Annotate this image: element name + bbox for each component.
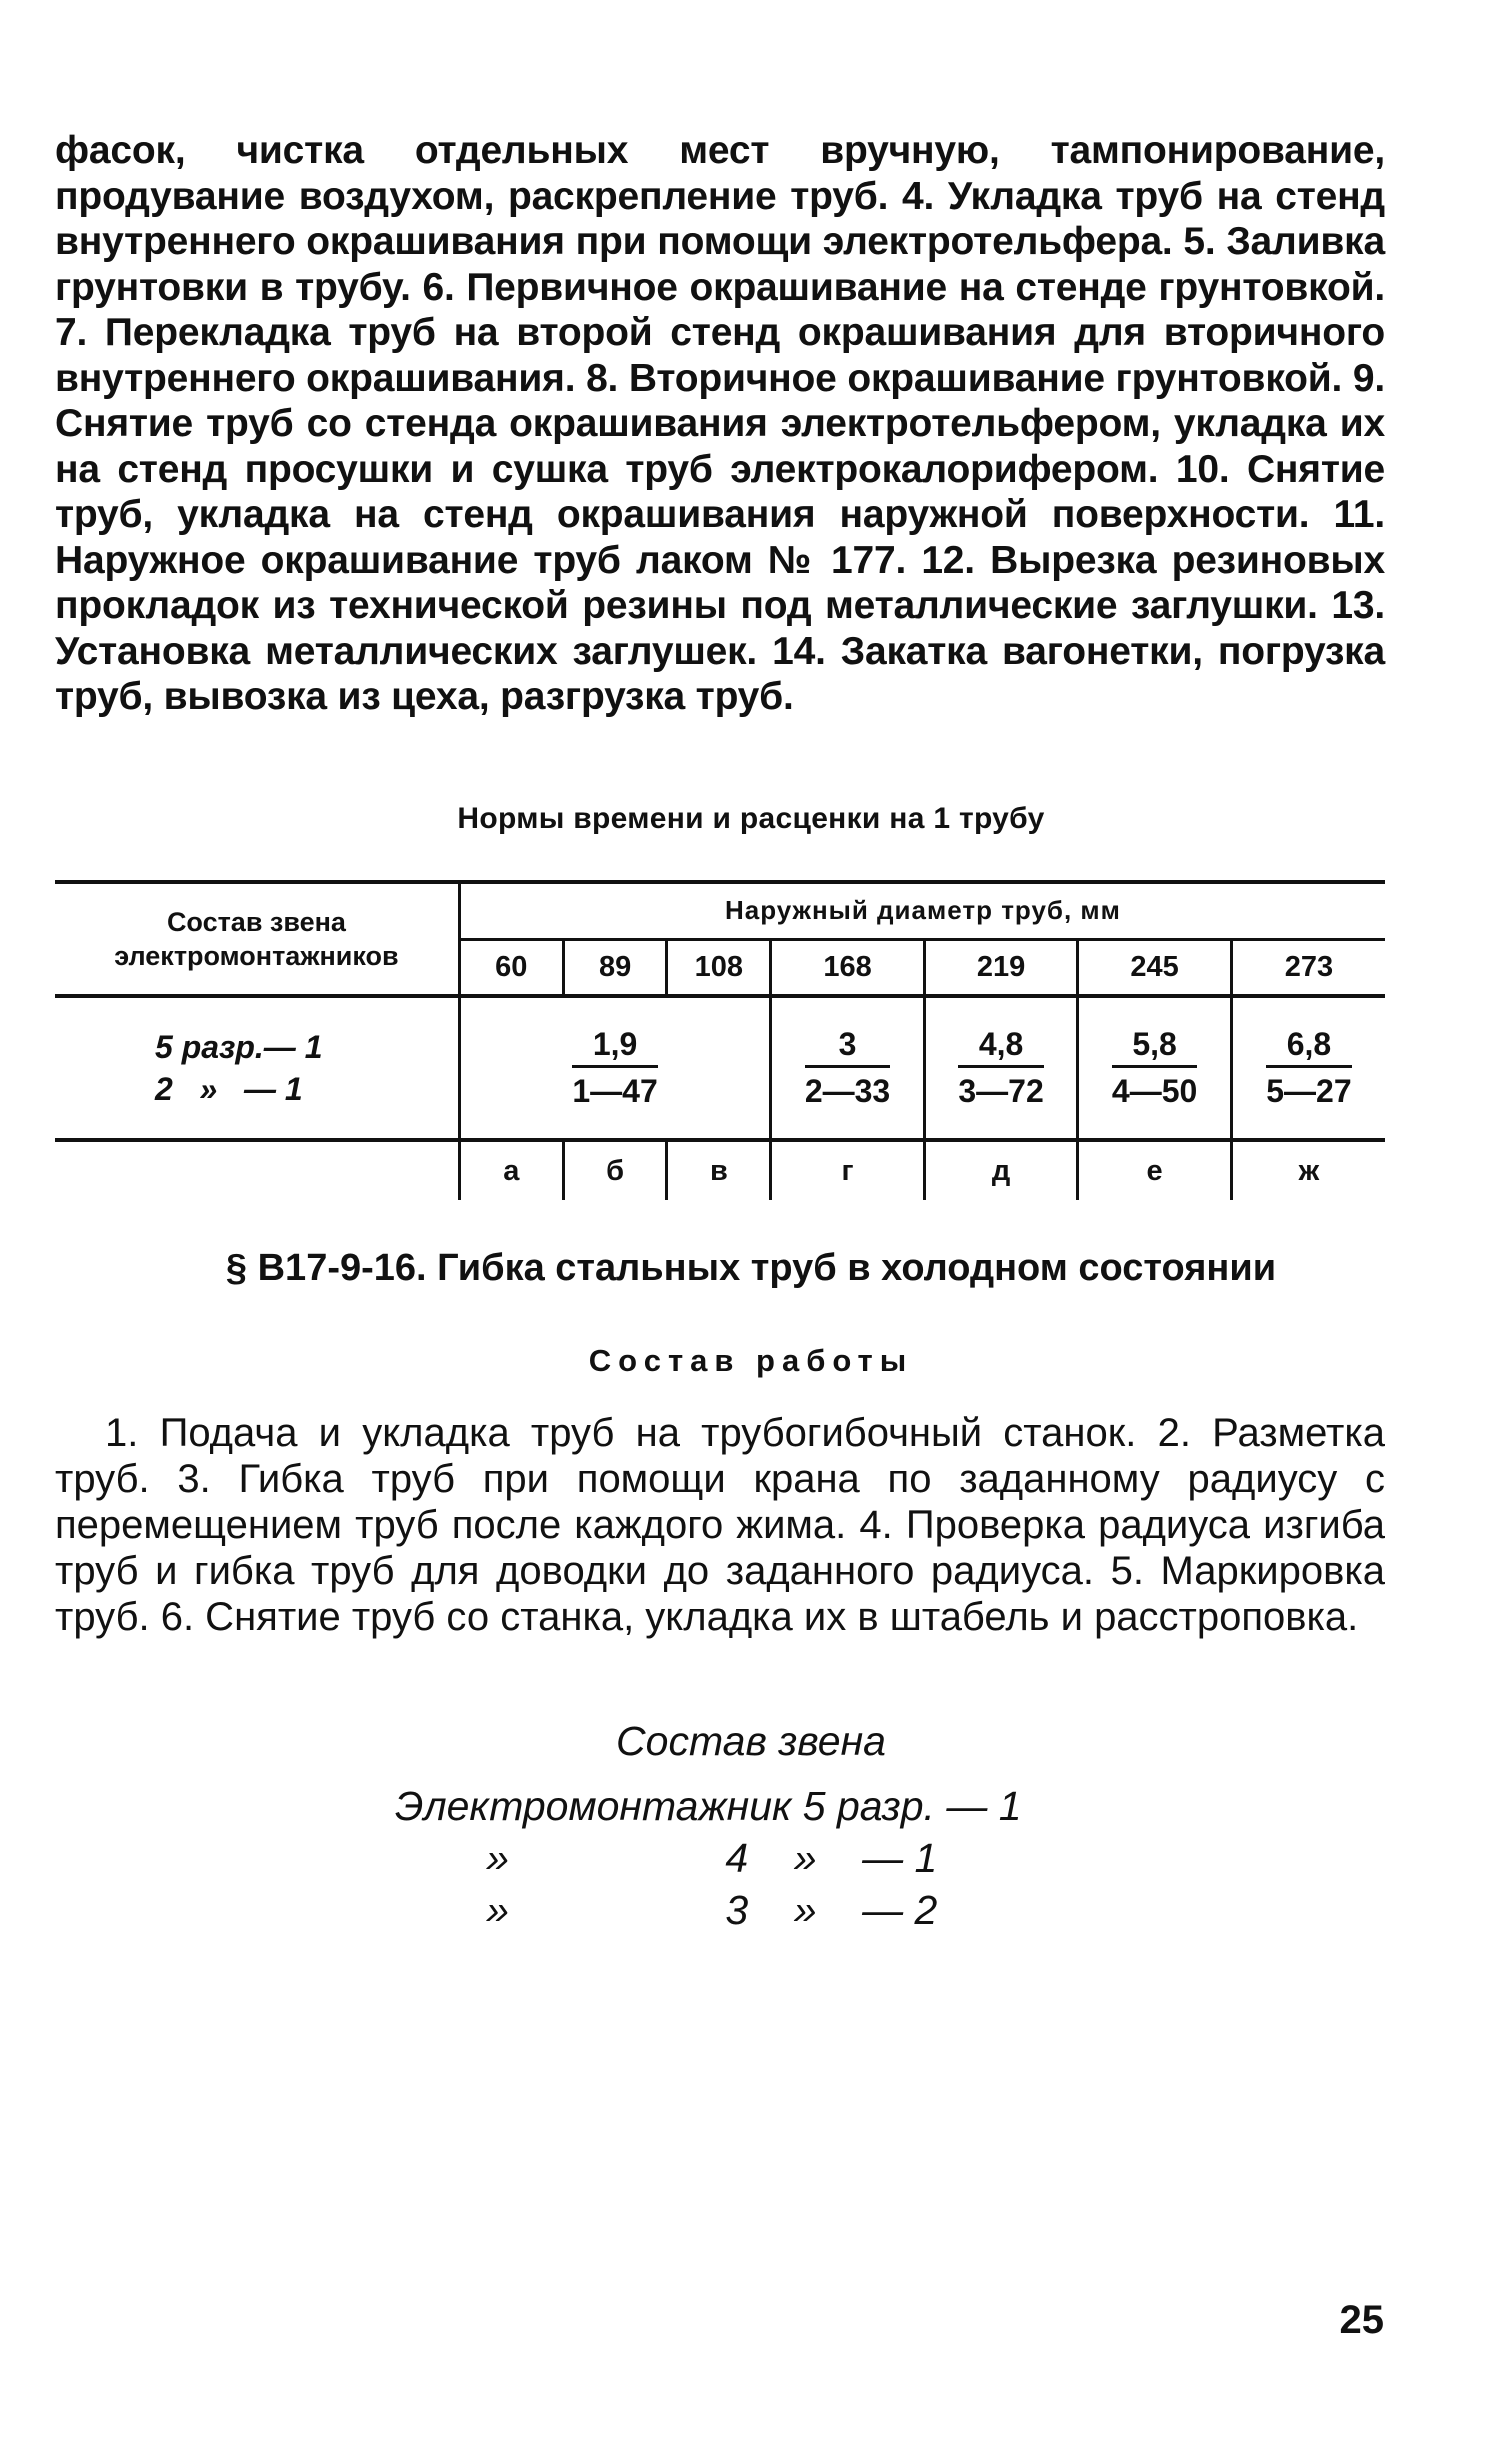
- diameter-cell: 168: [771, 939, 925, 996]
- crew-list-item: Электромонтажник 5 разр. — 1: [395, 1783, 1022, 1829]
- column-label: а: [459, 1140, 563, 1200]
- norm-fraction: [1112, 1027, 1197, 1108]
- value-cell: [1231, 996, 1385, 1140]
- crew-cell: [55, 996, 459, 1140]
- crew-composition-title: Состав звена: [616, 1718, 886, 1764]
- norm-rate: 3—72: [958, 1072, 1044, 1109]
- norm-rate: 2—33: [804, 1072, 891, 1109]
- norm-fraction: [572, 1027, 657, 1108]
- diameter-cell: 273: [1231, 939, 1385, 996]
- section-title: § В17-9-16. Гибка стальных труб в холодном состоянии: [225, 1247, 1277, 1289]
- work-composition-text: 1. Подача и укладка труб на трубогибочный станок. 2. Разметка труб. 3. Гибка труб при помощи крана по заданному радиусу с перемещением труб после каждого жима. 4. Проверка радиуса изгиба труб и гибка труб для доводки до заданного радиуса. 5. Маркировка труб. 6. Снятие труб со станка, укладка их в штабель и расстроповка.: [55, 1411, 1385, 1639]
- norm-rate: 5—27: [1266, 1072, 1352, 1109]
- diameter-header: Наружный диаметр труб, мм: [459, 882, 1385, 939]
- column-label: д: [924, 1140, 1078, 1200]
- crew-list-item: » 4 » — 1: [395, 1835, 938, 1881]
- diameter-cell: 219: [924, 939, 1078, 996]
- crew-header-line1: Состав звена: [166, 907, 346, 937]
- norm-fraction: [958, 1027, 1043, 1108]
- norm-time: 3: [805, 1027, 890, 1068]
- empty-label-cell: [55, 1140, 459, 1200]
- norm-time: 6,8: [1266, 1027, 1351, 1068]
- diameter-cell: 245: [1078, 939, 1232, 996]
- column-label: б: [563, 1140, 667, 1200]
- value-cell: [1078, 996, 1232, 1140]
- diameter-cell: 108: [667, 939, 771, 996]
- crew-line: 5 разр.— 1: [155, 1029, 323, 1065]
- value-cell: [924, 996, 1078, 1140]
- norm-fraction: [1266, 1027, 1351, 1108]
- norm-rate: 1—47: [572, 1072, 658, 1109]
- crew-column-header: [55, 882, 459, 996]
- crew-list-item: » 3 » — 2: [395, 1887, 938, 1933]
- norm-fraction: [805, 1027, 890, 1108]
- norm-time: 4,8: [958, 1027, 1043, 1068]
- column-label: е: [1078, 1140, 1232, 1200]
- work-composition-heading: Состав работы: [588, 1343, 914, 1378]
- diameter-cell: 60: [459, 939, 563, 996]
- column-label: ж: [1298, 1154, 1320, 1187]
- value-cell: [771, 996, 925, 1140]
- intro-paragraph: фасок, чистка отдельных мест вручную, тампонирование, продувание воздухом, раскрепление труб. 4. Укладка труб на стенд внутреннего окрашивания при помощи электротельфера. 5. Заливка грунтовки в трубу. 6. Первичное окрашивание на стенде грунтовкой. 7. Перекладка труб на второй стенд окрашивания для вторичного внутреннего окрашивания. 8. Вторичное окрашивание грунтовкой. 9. Снятие труб со стенда окрашивания электротельфером, укладка их на стенд просушки и сушка труб электрокалорифером. 10. Снятие труб, укладка на стенд окрашивания наружной поверхности. 11. Наружное окрашивание труб лаком № 177. 12. Вырезка резиновых прокладок из технической резины под металлические заглушки. 13. Установка металлических заглушек. 14. Закатка вагонетки, погрузка труб, вывозка из цеха, разгрузка труб.: [55, 129, 1385, 718]
- value-cell: [459, 996, 770, 1140]
- norm-time: 5,8: [1112, 1027, 1197, 1068]
- diameter-cell: 89: [563, 939, 667, 996]
- norm-rate: 4—50: [1111, 1072, 1198, 1109]
- table-title: Нормы времени и расценки на 1 трубу: [457, 802, 1045, 835]
- page-number: 25: [1339, 2298, 1384, 2342]
- crew-header-line2: электромонтажников: [114, 941, 399, 971]
- norm-time: 1,9: [572, 1027, 657, 1068]
- column-label: в: [667, 1140, 771, 1200]
- column-label: г: [771, 1140, 925, 1200]
- crew-line: 2 » — 1: [155, 1071, 303, 1107]
- crew-composition-list: [395, 1780, 1022, 1936]
- norms-table: [55, 880, 1385, 1200]
